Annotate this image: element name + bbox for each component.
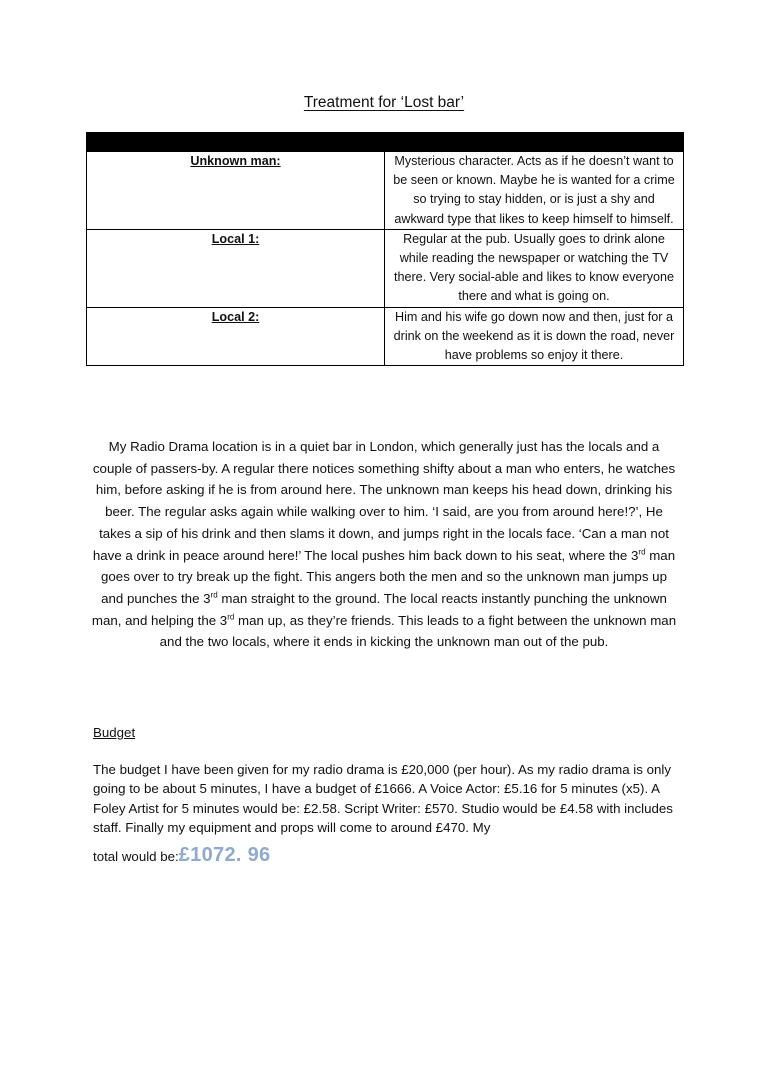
- story-text: man up, as they’re friends. This leads to a fight between the unknown man and the two locals, where it ends in kicking the unknown man out of the pub.: [159, 612, 677, 650]
- character-description: Him and his wife go down now and then, just for a drink on the weekend as it is down the road, never have problems so enjoy it there.: [385, 307, 684, 366]
- story-paragraph: [90, 436, 678, 653]
- ordinal-suffix: rd: [227, 612, 235, 622]
- document-title: Treatment for ‘Lost bar’: [303, 94, 465, 111]
- table-row: [87, 229, 684, 307]
- character-table: [86, 132, 684, 366]
- table-header-cell: [87, 133, 385, 152]
- budget-heading: Budget: [93, 725, 136, 740]
- table-row: [87, 152, 684, 230]
- ordinal-suffix: rd: [638, 547, 646, 557]
- budget-section: [93, 760, 688, 866]
- total-value: £1072. 96: [178, 843, 271, 866]
- total-label: total would be:: [93, 848, 179, 864]
- character-description: Mysterious character. Acts as if he doesn’t want to be seen or known. Maybe he is wanted for a crime so trying to stay hidden, or is just a shy and awkward type that likes to keep himself to himself.: [385, 152, 684, 230]
- character-name: Local 1:: [87, 229, 385, 307]
- story-text: man straight to the ground. The local reacts instantly punching the unknown man, and helping the 3: [91, 590, 667, 628]
- budget-paragraph: The budget I have been given for my radio drama is £20,000 (per hour). As my radio drama is only going to be about 5 minutes, I have a budget of £1666. A Voice Actor: £5.16 for 5 minutes (x5). A Foley Artist for 5 minutes would be: £2.58. Script Writer: £570. Studio would be £4.58 with includes staff. Finally my equipment and props will come to around £470. My: [93, 762, 673, 836]
- table-row: [87, 307, 684, 366]
- character-name: Local 2:: [87, 307, 385, 366]
- table-header-cell: [385, 133, 684, 152]
- story-text: My Radio Drama location is in a quiet bar in London, which generally just has the locals and a couple of passers-by. A regular there notices something shifty about a man who enters, he watches him, before asking if he is from around here. The unknown man keeps his head down, drinking his beer. The regular asks again while walking over to him. ‘I said, are you from around here!?’, He takes a sip of his drink and then slams it down, and jumps right in the locals face. ‘Can a man not have a drink in peace around here!’ The local pushes him back down to his seat, where the 3: [92, 439, 676, 563]
- ordinal-suffix: rd: [210, 590, 218, 600]
- character-description: Regular at the pub. Usually goes to drink alone while reading the newspaper or watching the TV there. Very social-able and likes to know everyone there and what is going on.: [385, 229, 684, 307]
- table-header-row: [87, 133, 684, 152]
- budget-total-line: [93, 843, 688, 866]
- story-text: man goes over to try break up the fight. This angers both the men and so the unknown man jumps up and punches the 3: [101, 547, 676, 606]
- character-name: Unknown man:: [87, 152, 385, 230]
